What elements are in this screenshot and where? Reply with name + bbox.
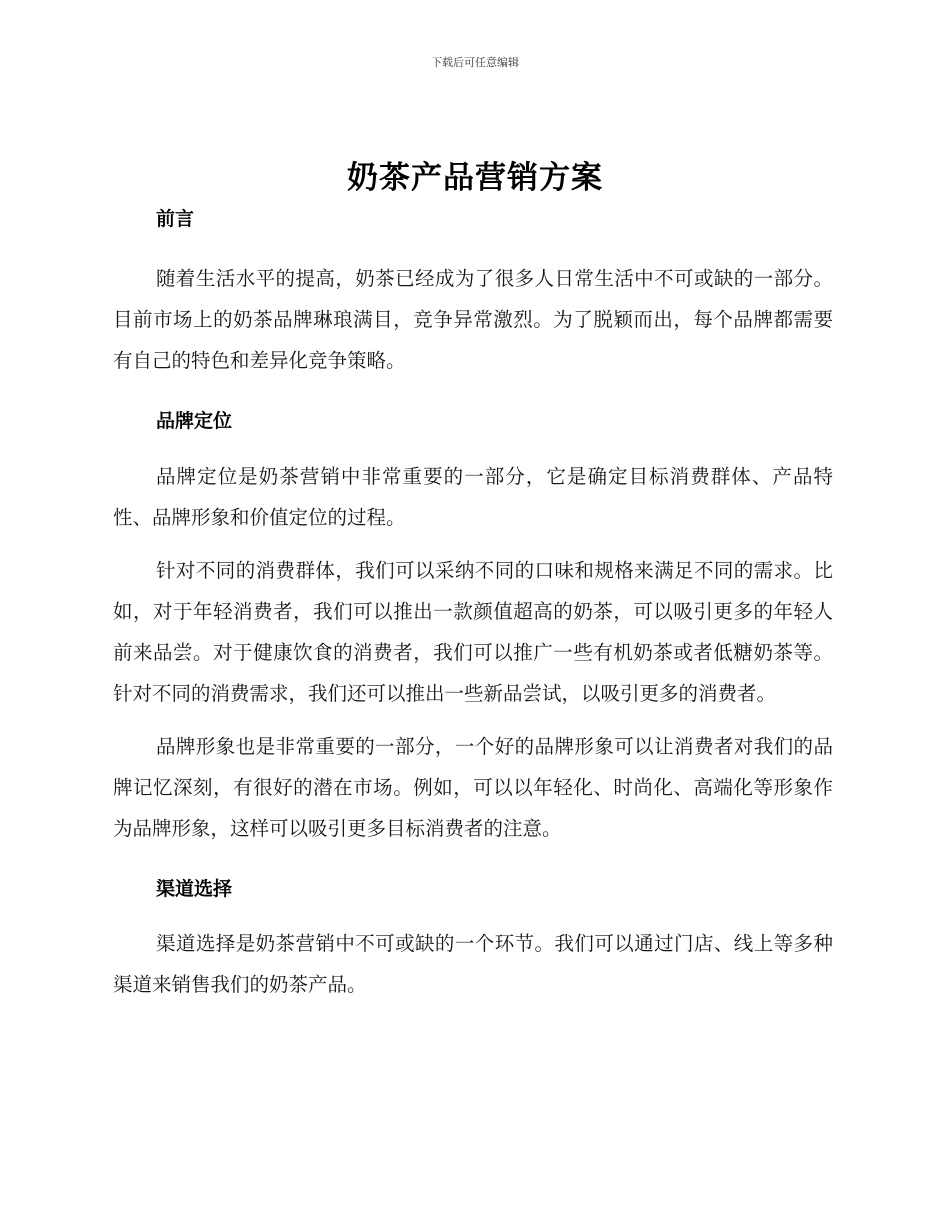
- paragraph-intro: 随着生活水平的提高，奶茶已经成为了很多人日常生活中不可或缺的一部分。目前市场上的奶茶品牌琳琅满目，竞争异常激烈。为了脱颖而出，每个品牌都需要有自己的特色和差异化竞争策略。: [113, 267, 833, 372]
- paragraph-brand-positioning-3: 品牌形象也是非常重要的一部分，一个好的品牌形象可以让消费者对我们的品牌记忆深刻，有很好的潜在市场。例如，可以以年轻化、时尚化、高端化等形象作为品牌形象，这样可以吸引更多目标消费者的注意。: [113, 735, 833, 840]
- section-heading-brand-positioning: 品牌定位: [156, 410, 233, 432]
- header-note: 下载后可任意编辑: [431, 56, 519, 69]
- paragraph-brand-positioning-2: 针对不同的消费群体，我们可以采纳不同的口味和规格来满足不同的需求。比如，对于年轻消费者，我们可以推出一款颜值超高的奶茶，可以吸引更多的年轻人前来品尝。对于健康饮食的消费者，我们可以推广一些有机奶茶或者低糖奶茶等。针对不同的消费需求，我们还可以推出一些新品尝试，以吸引更多的消费者。: [113, 559, 833, 705]
- section-heading-channel-selection: 渠道选择: [156, 878, 233, 900]
- paragraph-channel-selection: 渠道选择是奶茶营销中不可或缺的一个环节。我们可以通过门店、线上等多种渠道来销售我们的奶茶产品。: [113, 932, 833, 996]
- document-title: 奶茶产品营销方案: [347, 160, 603, 196]
- section-heading-intro: 前言: [156, 208, 195, 230]
- document-body: [113, 205, 833, 1023]
- paragraph-brand-positioning-1: 品牌定位是奶茶营销中非常重要的一部分，它是确定目标消费群体、产品特性、品牌形象和价值定位的过程。: [113, 465, 833, 529]
